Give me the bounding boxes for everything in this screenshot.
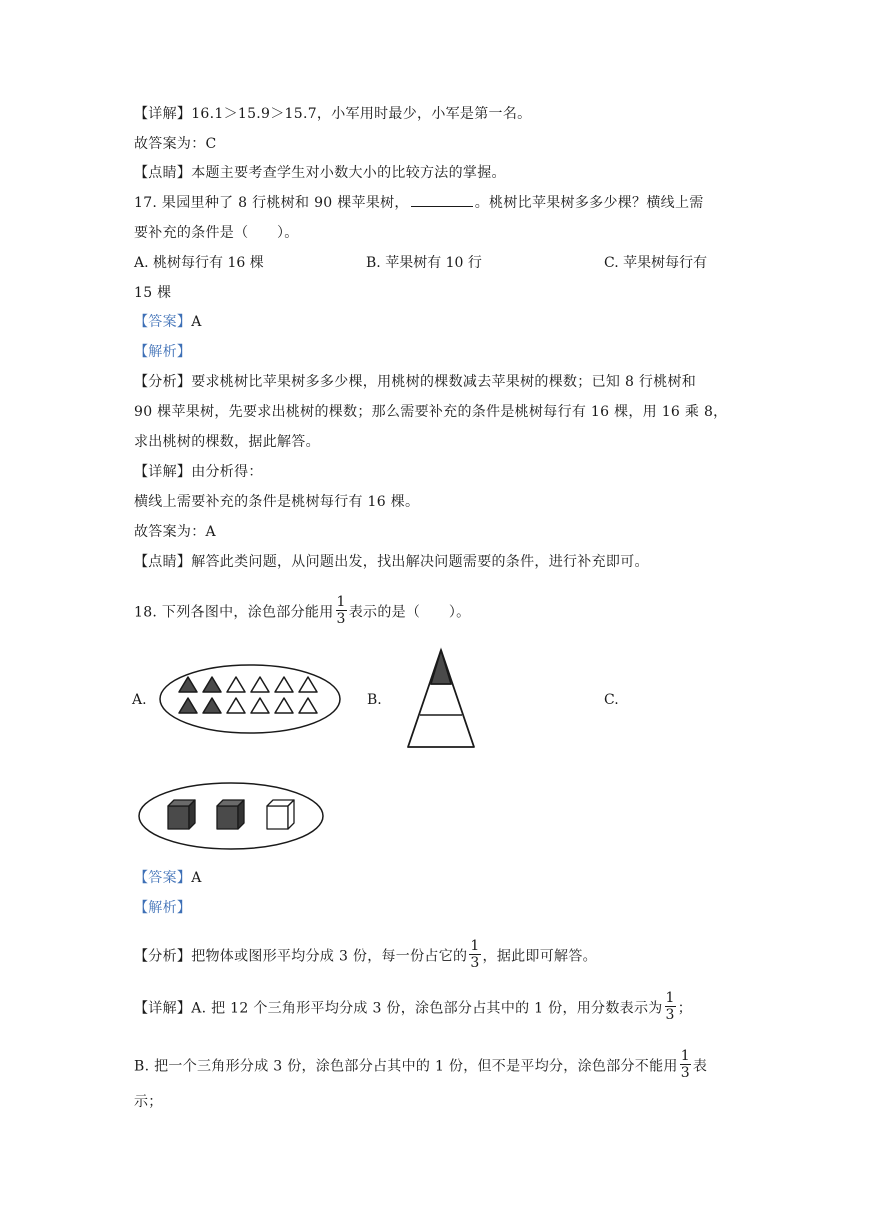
q18-detail-b: B. 把一个三角形分成 3 份，涂色部分占其中的 1 份，但不是平均分，涂色部分不能用 $\frac{1}{3}$ 表: [134, 1048, 708, 1081]
q17-answer-final: 故答案为：A: [134, 524, 216, 540]
q17-detail-1: 【详解】由分析得：: [134, 464, 263, 480]
question-18-stem: [134, 596, 470, 629]
q17-note: 【点睛】解答此类问题，从问题出发，找出解决问题需要的条件，进行补充即可。: [134, 554, 649, 570]
q18-analysis: 【分析】把物体或图形平均分成 3 份，每一份占它的 $\frac{1}{3}$ ，据此即可解答。: [134, 938, 597, 971]
question-17-line1: [134, 193, 704, 213]
q18-detail-a: 【详解】A. 把 12 个三角形平均分成 3 份，涂色部分占其中的 1 份，用分数表示为 $\frac{1}{3}$ ；: [134, 990, 693, 1023]
q17-option-c-cont: 15 棵: [134, 285, 172, 301]
q17-answer: A: [191, 314, 202, 330]
q18-answer: A: [191, 870, 202, 886]
fraction-one-third: $\frac{1}{3}$: [680, 1048, 690, 1081]
q18-label-a: A.: [132, 692, 147, 708]
q17-detail-2: 横线上需要补充的条件是桃树每行有 16 棵。: [134, 494, 420, 510]
q18-answer-line: [134, 868, 202, 888]
fraction-one-third: $\frac{1}{3}$: [336, 594, 346, 627]
q17-analysis-3: 求出桃树的棵数，据此解答。: [134, 434, 320, 450]
q17-option-a: A. 桃树每行有 16 棵: [134, 255, 264, 271]
figure-a-triangles: [158, 663, 342, 735]
q17-option-b: B. 苹果树有 10 行: [366, 255, 482, 271]
q18-stem-b: 表示的是（ ）。: [348, 604, 471, 621]
figure-c-cubes: [137, 781, 325, 851]
q18-jiexi-tag: 【解析】: [134, 900, 192, 916]
q18-stem-a: 18. 下列各图中，涂色部分能用: [134, 604, 334, 621]
figure-b-divided-triangle: [404, 647, 478, 751]
q17-stem-part2: 。桃树比苹果树多多少棵？横线上需: [474, 195, 704, 211]
answer-tag: 【答案】: [134, 314, 192, 330]
answer-tag: 【答案】: [134, 870, 192, 886]
q18-label-b: B.: [367, 692, 382, 708]
q17-analysis-1: 【分析】要求桃树比苹果树多多少棵，用桃树的棵数减去苹果树的棵数；已知 8 行桃树和: [134, 374, 697, 390]
q17-analysis-2: 90 棵苹果树，先要求出桃树的棵数；那么需要补充的条件是桃树每行有 16 棵，用 16 乘 8，: [134, 404, 728, 420]
answer-line-16: 故答案为：C: [134, 136, 217, 152]
q17-jiexi-tag: 【解析】: [134, 344, 192, 360]
q17-answer-line: [134, 312, 202, 332]
q17-option-c: C. 苹果树每行有: [604, 255, 708, 271]
q18-label-c: C.: [604, 692, 619, 708]
fraction-one-third: $\frac{1}{3}$: [470, 938, 480, 971]
question-17-line2: 要补充的条件是（ ）。: [134, 225, 299, 241]
fraction-one-third: $\frac{1}{3}$: [665, 990, 675, 1023]
q18-detail-b-cont: 示；: [134, 1094, 163, 1110]
note-line-16: 【点睛】本题主要考查学生对小数大小的比较方法的掌握。: [134, 165, 506, 181]
q17-stem-part1: 17. 果园里种了 8 行桃树和 90 棵苹果树，: [134, 195, 409, 211]
detail-line-16: 【详解】16.1＞15.9＞15.7，小军用时最少，小军是第一名。: [134, 106, 532, 122]
q17-blank: [411, 194, 473, 207]
